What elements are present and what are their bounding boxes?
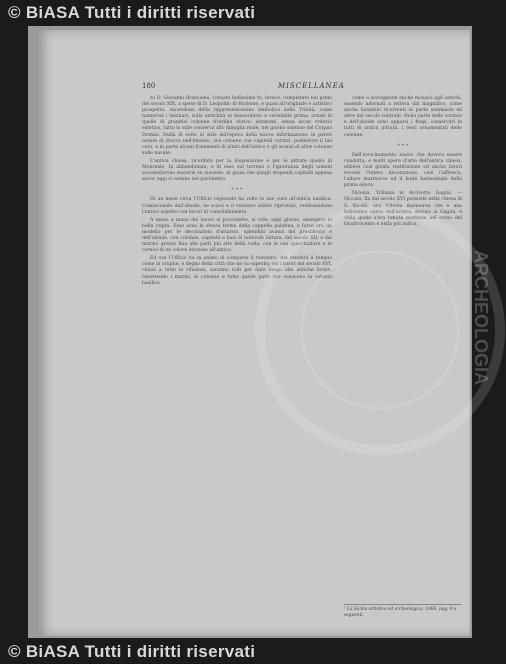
watermark-bottom: © BiASA Tutti i diritti riservati — [8, 642, 256, 661]
paragraph: Nicosia. Tribuna in Arciverto Gagini. — Nicosia, fin dal secolo XVI possiede nella chiesa di S. Nicolò, una tribuna marmorea che è una bellissima opera dell'artista, dovuta al Gagini, e della quale s'era tenuta memoria nel corso del Quattrocento e nella più antica. — [344, 191, 462, 227]
watermark-seal-text: ARCHEOLOGIA — [471, 250, 491, 385]
paragraph: come o sovrappone anche mosaici agli antichi, essendo adornati a lettera dal magnifico, come anche bizantini ricorrenti in parte sommarie ed oltre dal secolo centrale. Nella parte delle cornice e dell'abside sono apparsi i fregi, conservati in tutti di antica pittura, i resti ornamentali delle colonne. — [344, 96, 462, 138]
section-separator: * * * — [231, 187, 243, 194]
paragraph: Ed ora l'Ufficio ha in animo di compiere il restauro, che renderà il tempio come in origine, e degno della città che ne va superba; ed i lavori del secolo XVI, chiusi a tutte le rifazioni, saranno tolti per dare luogo alle antiche forme, rimettendo i marmi, le colonne e tutte quelle parti che ornavano la vetusta basilica. — [142, 256, 332, 286]
watermark-seal-ring — [300, 250, 460, 410]
paragraph: L'antica chiesa, ricordata per la disposizione e per le pitture quello di Monreale, fu abbandonata; e di esso sul terreno e l'ignoranza degli uomini accumularono macerie su macerie, in guisa che quegli stupendi capitelli appena ancor oggi si vedono nel pavimento. — [142, 158, 332, 183]
running-title: MISCELLANEA — [278, 82, 345, 90]
paragraph: zo D. Giovanni Brancaleo, l'ornato bellissimo fu, invece, completato nel primi del secolo XIX, a spese di D. Leopoldo di Borbone, e quasi all'originale è artistico prospetto. Ascendono della rappresentazione simbolica della Trinità, come numerosi i restauri, sulle antichità in bassorilievo e verisimile prima, ornati di quelle di granitici colonne d'ordine dorico, sormonti, senza alcun criterio estetico, tutto lo stile conserva allo famiglia reale, nel giorno solenne del Corpus Domini. Nulla di sotto di stile dell'epoca della nuova informazione: le pareti ornate di stucco nell'interno, ove colonne con capitelli corinzi, posteriore il bel coro, e in parte alcuni frammenti di altari dell'antico e gli avanzi di altre colonne sulle navate. — [142, 96, 332, 156]
page-header — [38, 82, 470, 96]
paragraph: A mano a mano dei lavori si procedette, si vide, ogni giorno, emergere la bella cripta. Essa avea la stessa forma della cappella palatina, e forse era un modello per le decorazioni d'intarsio, splendidi avanzi del presbiterio e dell'abside, con colonne, capitelli e basi di notevole fattura, del secolo XII; e dal marmo grezzo fino alle parti più alte della volta, con le sue specchiature e le cornici di un colore intonato all'antico. — [142, 217, 332, 254]
watermark-top: © BiASA Tutti i diritti riservati — [8, 3, 256, 22]
paragraph: Dell'avvicinamento nuovo che doveva essere condotta, e molti opere d'arte dell'antica chiesa, ebbero così giusta restituzione ed anche lavori recenti l'intera decorazione, cioè l'affresco, l'altare marmoreo ed il fonte battesimale della prima epoca. — [344, 152, 462, 189]
footnote: ¹ La Sicilia artistica ed archeologica, 1888, pag. 9 e seguenti. — [344, 604, 462, 618]
page-number: 180 — [142, 82, 156, 90]
section-separator: * * * — [397, 142, 409, 149]
paragraph: Di un mese circa l'Ufficio regionale ha volto le sue cure all'antica basilica. Cominciando dall'abside, ne scavò e il restauro subito ripristinò, restituendone l'antico aspetto con lavori di consolidamento. — [142, 197, 332, 215]
